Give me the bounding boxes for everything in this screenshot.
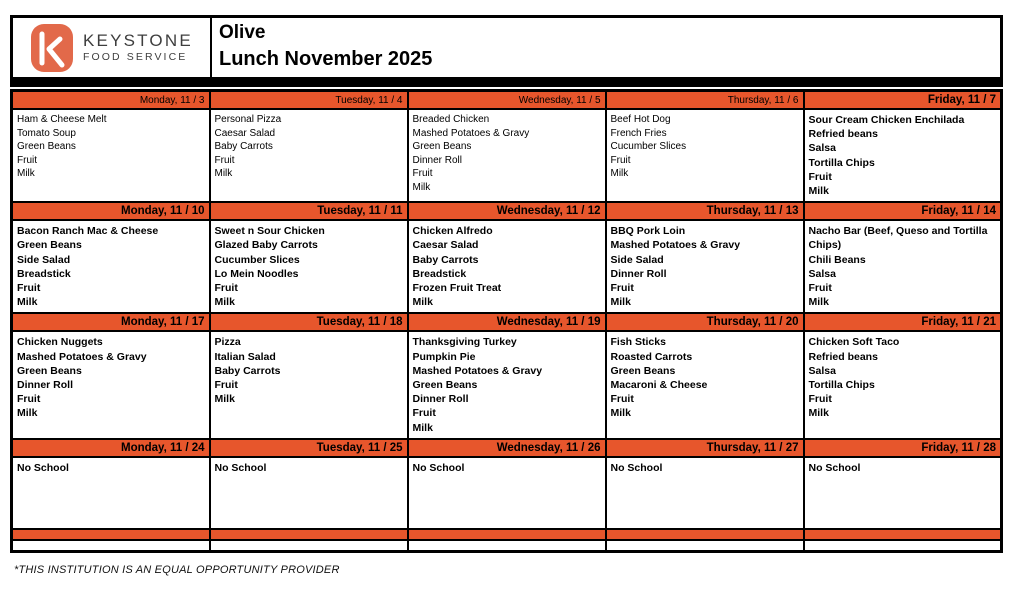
menu-item: Milk	[214, 393, 235, 406]
menu-cell-tuesday-11-4	[210, 109, 408, 202]
menu-cell-tuesday-11-18	[210, 331, 408, 438]
menu-item: Italian Salad	[214, 350, 276, 363]
menu-item: Mashed Potatoes & Gravy	[412, 364, 543, 377]
menu-item: Milk	[610, 296, 631, 309]
menu-item: Fruit	[808, 282, 832, 295]
menu-item: Green Beans	[610, 364, 676, 377]
day-header-tuesday-11-4: Tuesday, 11 / 4	[210, 91, 408, 110]
day-header-row	[12, 439, 1002, 457]
menu-item: Dinner Roll	[412, 393, 469, 406]
menu-item: Tomato Soup	[17, 127, 76, 139]
menu-row	[12, 457, 1002, 529]
day-header-friday-11-21: Friday, 11 / 21	[804, 313, 1002, 331]
menu-item: Breadstick	[412, 267, 467, 280]
menu-item: Milk	[17, 407, 38, 420]
menu-item: Baby Carrots	[214, 364, 281, 377]
menu-item: Green Beans	[412, 141, 472, 152]
menu-item: Green Beans	[17, 239, 82, 252]
title-cell	[212, 18, 432, 77]
divider-bar	[10, 80, 1003, 87]
calendar-table	[10, 89, 1003, 553]
menu-cell-tuesday-11-25	[210, 457, 408, 529]
menu-item: Glazed Baby Carrots	[214, 239, 318, 252]
brand-line1: KEYSTONE	[83, 31, 193, 51]
keystone-logo	[13, 18, 212, 77]
empty-white-cell	[408, 540, 606, 552]
menu-item: Dinner Roll	[17, 379, 74, 392]
menu-item: Caesar Salad	[412, 239, 479, 252]
day-header-thursday-11-6: Thursday, 11 / 6	[606, 91, 804, 110]
menu-item: Baby Carrots	[412, 253, 479, 266]
menu-item: Dinner Roll	[412, 154, 462, 166]
brand-line2: FOOD SERVICE	[83, 51, 188, 64]
menu-cell-monday-11-17	[12, 331, 210, 438]
day-header-row	[12, 91, 1002, 110]
menu-item: Side Salad	[17, 253, 71, 266]
day-header-row	[12, 202, 1002, 220]
empty-orange-row	[12, 529, 1002, 540]
empty-white-cell	[12, 540, 210, 552]
menu-item: Sweet n Sour Chicken	[214, 225, 325, 238]
page-title: Lunch November 2025	[219, 47, 433, 70]
empty-white-cell	[210, 540, 408, 552]
menu-item: Mashed Potatoes & Gravy	[412, 127, 530, 139]
menu-item: Milk	[214, 296, 235, 309]
calendar-body	[12, 91, 1002, 552]
day-header-monday-11-17: Monday, 11 / 17	[12, 313, 210, 331]
menu-item: Personal Pizza	[214, 114, 282, 125]
menu-row	[12, 109, 1002, 202]
menu-item: No School	[610, 461, 663, 474]
menu-item: Caesar Salad	[214, 127, 276, 139]
menu-item: Green Beans	[17, 141, 76, 152]
menu-item: Fruit	[17, 393, 41, 406]
menu-item: Milk	[808, 185, 829, 198]
menu-item: Fruit	[808, 393, 832, 406]
menu-cell-thursday-11-27	[606, 457, 804, 529]
menu-cell-wednesday-11-5	[408, 109, 606, 202]
menu-item: Chicken Nuggets	[17, 336, 103, 349]
menu-item: Bacon Ranch Mac & Cheese	[17, 225, 159, 238]
menu-item: Milk	[610, 168, 629, 179]
menu-item: Fruit	[17, 154, 37, 166]
menu-row	[12, 331, 1002, 438]
menu-cell-thursday-11-20	[606, 331, 804, 438]
menu-item: Pizza	[214, 336, 241, 349]
menu-item: Cucumber Slices	[214, 253, 300, 266]
day-header-tuesday-11-18: Tuesday, 11 / 18	[210, 313, 408, 331]
menu-board	[10, 15, 1003, 553]
menu-item: Fruit	[214, 379, 238, 392]
menu-item: Fruit	[610, 282, 634, 295]
menu-item: Breaded Chicken	[412, 114, 490, 125]
menu-item: Chicken Soft Taco	[808, 336, 900, 349]
menu-item: Green Beans	[17, 364, 82, 377]
menu-item: Fish Sticks	[610, 336, 666, 349]
day-header-tuesday-11-11: Tuesday, 11 / 11	[210, 202, 408, 220]
day-header-wednesday-11-12: Wednesday, 11 / 12	[408, 202, 606, 220]
empty-white-row	[12, 540, 1002, 552]
empty-orange-cell	[12, 529, 210, 540]
menu-item: Breadstick	[17, 267, 71, 280]
menu-item: Milk	[214, 168, 233, 179]
menu-item: Side Salad	[610, 253, 664, 266]
day-header-monday-11-10: Monday, 11 / 10	[12, 202, 210, 220]
footer-note: *THIS INSTITUTION IS AN EQUAL OPPORTUNITY PROVIDER	[14, 564, 340, 576]
menu-cell-friday-11-7	[804, 109, 1002, 202]
menu-item: Milk	[412, 296, 433, 309]
day-header-thursday-11-20: Thursday, 11 / 20	[606, 313, 804, 331]
menu-item: Milk	[17, 296, 38, 309]
empty-white-cell	[804, 540, 1002, 552]
menu-item: Baby Carrots	[214, 141, 273, 152]
menu-cell-monday-11-24	[12, 457, 210, 529]
day-header-wednesday-11-26: Wednesday, 11 / 26	[408, 439, 606, 457]
menu-item: Refried beans	[808, 350, 878, 363]
menu-item: Fruit	[412, 168, 433, 179]
menu-item: BBQ Pork Loin	[610, 225, 686, 238]
menu-cell-friday-11-21	[804, 331, 1002, 438]
menu-item: Milk	[808, 407, 829, 420]
empty-orange-cell	[606, 529, 804, 540]
menu-item: Ham & Cheese Melt	[17, 114, 107, 125]
menu-item: No School	[17, 461, 69, 474]
menu-item: Salsa	[808, 267, 836, 280]
menu-item: Roasted Carrots	[610, 350, 693, 363]
menu-cell-wednesday-11-19	[408, 331, 606, 438]
menu-item: Nacho Bar (Beef, Queso and Tortilla Chips)	[808, 225, 988, 252]
menu-cell-monday-11-3	[12, 109, 210, 202]
menu-item: No School	[808, 461, 861, 474]
menu-item: Fruit	[214, 154, 235, 166]
day-header-thursday-11-13: Thursday, 11 / 13	[606, 202, 804, 220]
menu-item: Chicken Alfredo	[412, 225, 493, 238]
day-header-tuesday-11-25: Tuesday, 11 / 25	[210, 439, 408, 457]
day-header-wednesday-11-19: Wednesday, 11 / 19	[408, 313, 606, 331]
menu-item: Tortilla Chips	[808, 379, 875, 392]
menu-item: No School	[214, 461, 267, 474]
menu-cell-thursday-11-13	[606, 220, 804, 313]
menu-cell-friday-11-28	[804, 457, 1002, 529]
menu-row	[12, 220, 1002, 313]
menu-cell-wednesday-11-26	[408, 457, 606, 529]
school-name: Olive	[219, 22, 266, 43]
menu-item: Fruit	[610, 154, 631, 166]
day-header-thursday-11-27: Thursday, 11 / 27	[606, 439, 804, 457]
day-header-monday-11-24: Monday, 11 / 24	[12, 439, 210, 457]
title-bar	[10, 15, 1003, 80]
menu-item: Fruit	[808, 170, 832, 183]
menu-item: Macaroni & Cheese	[610, 379, 708, 392]
day-header-wednesday-11-5: Wednesday, 11 / 5	[408, 91, 606, 110]
menu-item: Fruit	[17, 282, 41, 295]
menu-item: Milk	[412, 421, 433, 434]
menu-item: Milk	[610, 407, 631, 420]
menu-item: Dinner Roll	[610, 267, 667, 280]
menu-item: No School	[412, 461, 465, 474]
menu-item: Beef Hot Dog	[610, 114, 671, 125]
day-header-monday-11-3: Monday, 11 / 3	[12, 91, 210, 110]
menu-cell-monday-11-10	[12, 220, 210, 313]
menu-item: Tortilla Chips	[808, 156, 875, 169]
menu-item: Fruit	[610, 393, 634, 406]
menu-item: Frozen Fruit Treat	[412, 282, 502, 295]
empty-orange-cell	[210, 529, 408, 540]
menu-item: Pumpkin Pie	[412, 350, 476, 363]
menu-item: Sour Cream Chicken Enchilada	[808, 114, 965, 126]
menu-cell-wednesday-11-12	[408, 220, 606, 313]
menu-cell-friday-11-14	[804, 220, 1002, 313]
empty-orange-cell	[408, 529, 606, 540]
empty-orange-cell	[804, 529, 1002, 540]
menu-item: Salsa	[808, 142, 836, 155]
day-header-row	[12, 313, 1002, 331]
menu-item: Salsa	[808, 364, 836, 377]
day-header-friday-11-7: Friday, 11 / 7	[804, 91, 1002, 110]
menu-item: Chili Beans	[808, 253, 866, 266]
day-header-friday-11-14: Friday, 11 / 14	[804, 202, 1002, 220]
menu-item: Milk	[17, 168, 35, 179]
keystone-k-icon	[30, 23, 74, 73]
menu-item: Cucumber Slices	[610, 141, 687, 152]
menu-cell-tuesday-11-11	[210, 220, 408, 313]
menu-item: French Fries	[610, 127, 667, 139]
menu-item: Green Beans	[412, 379, 478, 392]
menu-item: Thanksgiving Turkey	[412, 336, 517, 349]
empty-white-cell	[606, 540, 804, 552]
menu-item: Milk	[808, 296, 829, 309]
menu-item: Milk	[412, 181, 431, 193]
menu-item: Fruit	[214, 282, 238, 295]
menu-cell-thursday-11-6	[606, 109, 804, 202]
logo-wordmark	[83, 32, 193, 63]
menu-item: Mashed Potatoes & Gravy	[610, 239, 741, 252]
menu-item: Fruit	[412, 407, 436, 420]
day-header-friday-11-28: Friday, 11 / 28	[804, 439, 1002, 457]
menu-item: Mashed Potatoes & Gravy	[17, 350, 147, 363]
menu-item: Lo Mein Noodles	[214, 267, 299, 280]
menu-item: Refried beans	[808, 128, 878, 141]
